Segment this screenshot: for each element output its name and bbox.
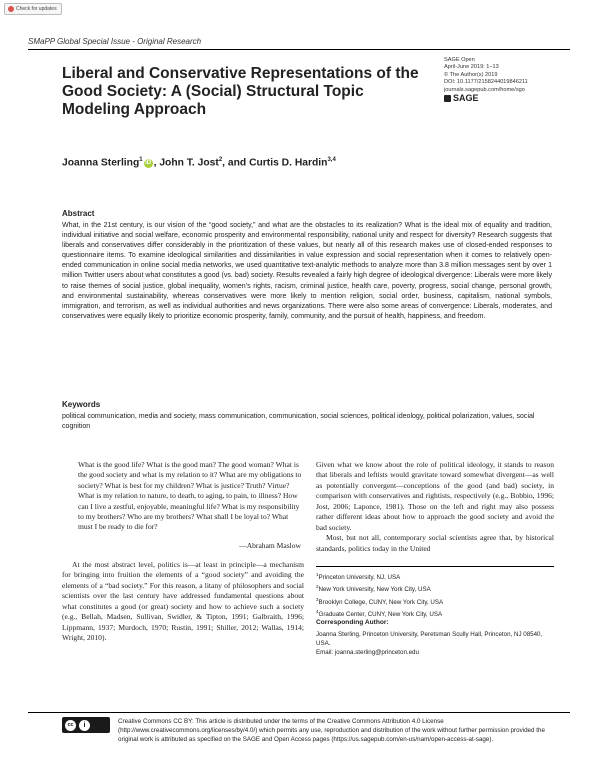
sage-logo-icon bbox=[444, 95, 451, 102]
abstract-heading: Abstract bbox=[62, 209, 95, 218]
author-list bbox=[62, 157, 336, 168]
body-column-right bbox=[316, 460, 554, 554]
affiliation-item bbox=[316, 570, 556, 582]
affiliation-item bbox=[316, 595, 556, 607]
check-updates-icon bbox=[8, 6, 14, 12]
affiliation-text: Graduate Center, CUNY, New York City, USA bbox=[318, 610, 443, 618]
affiliation-sup: 3 bbox=[316, 596, 319, 602]
footer-rule bbox=[28, 712, 570, 713]
check-updates-label: Check for updates bbox=[16, 6, 57, 12]
epigraph-quote: What is the good life? What is the good man? The good woman? What is the good society and what is my relation to it? What are my obligations to society? What is best for my children? What is justice? Truth? Virtue? What is my relation to nature, to death, to aging, to pain, to illness? How can I live a zestful, enjoyable, meaningful life? What is my responsibility to my brothers? Who are my brothers? What shall I be loyal to? What must I be ready to die for? bbox=[78, 460, 302, 532]
affiliation-sup: 2 bbox=[316, 584, 319, 590]
affiliation-text: New York University, New York City, USA bbox=[318, 586, 431, 594]
author-separator: , bbox=[222, 157, 228, 169]
body-paragraph: Most, but not all, contemporary social scientists agree that, by historical standards, politics today in the United bbox=[316, 533, 554, 553]
epigraph-attribution: —Abraham Maslow bbox=[239, 541, 301, 550]
journal-section-label: SMaPP Global Special Issue - Original Research bbox=[28, 37, 202, 46]
keywords-text: political communication, media and society, mass communication, communication, social sciences, political ideology, political polarization, values, social cognition bbox=[62, 413, 535, 431]
sidebar-url[interactable]: journals.sagepub.com/home/sgo bbox=[444, 86, 525, 93]
journal-info-sidebar bbox=[444, 57, 574, 102]
abstract-text: What, in the 21st century, is our vision of the “good society,” and what are the obstacles to its realization? What is the ideal mix of equality and tradition, individual initiative and social welfare, economic prosperity and environmental responsibility, national unity and respect for diversity? Research suggests that liberals and conservatives differ considerably in the prioritization of these values, but nearly all of this research makes use of closed-ended responses to questionnaire items. To examine ideological similarities and dissimilarities in value expression and social representation when it comes to relatively open-ended communication in online social media networks, we used quantitative text-analytic methods to analyze more than 3.8 million messages sent by over 1 million Twitter users about what constitutes a good (vs. bad) society. Results revealed a fairly high degree of ideological divergence: Liberals were more likely to raise themes of social justice, global inequality, women’s rights, racism, criminal justice, health care, poverty, progress, social change, personal growth, and environmental sustainability, whereas conservatives were more likely to mention religion, social order, business, capitalism, national symbols, immigration, and terrorism, as well as individual authorities and news organizations. There were also some areas of convergence: Liberals, moderates, and conservatives were equally likely to prioritize economic prosperity, family, community, and the pursuit of health, happiness, and freedom. bbox=[62, 222, 552, 320]
affiliation-rule bbox=[316, 566, 554, 567]
sidebar-issue: April-June 2019: 1–13 bbox=[444, 64, 499, 71]
cc-icon: cc bbox=[65, 720, 76, 731]
corresponding-email[interactable]: Email: joanna.sterling@princeton.edu bbox=[316, 648, 419, 656]
affiliation-item bbox=[316, 582, 556, 594]
sidebar-copyright: © The Author(s) 2019 bbox=[444, 71, 498, 78]
author-name: John T. Jost bbox=[159, 157, 219, 169]
check-for-updates-badge[interactable] bbox=[4, 3, 62, 15]
corresponding-address: Joanna Sterling, Princeton University, Peretsman Scully Hall, Princeton, NJ 08540, USA. bbox=[316, 631, 543, 647]
affiliation-sup: 4 bbox=[316, 608, 319, 614]
author-name: and Curtis D. Hardin bbox=[227, 157, 328, 169]
corresponding-author-heading: Corresponding Author: bbox=[316, 619, 389, 626]
orcid-icon[interactable]: iD bbox=[145, 160, 152, 167]
sidebar-doi[interactable]: DOI: 10.1177/2158244019846211 bbox=[444, 79, 528, 86]
attribution-icon: i bbox=[79, 720, 90, 731]
affiliation-item bbox=[316, 607, 556, 619]
body-paragraph-left: At the most abstract level, politics is—at least in principle—a mechanism for bringing into fruition the elements of a “good society” and avoiding the elements of a “bad society.” For this reason, a litany of philosophers and social scientists over the last century have addressed fundamental questions about what constitutes a good (or great) society and how to achieve such a society (e.g., Bellah, Madsen, Sullivan, Swidler, & Tipton, 1991; Galbraith, 1996; Lippmann, 1937; Murdoch, 1970; Rustin, 1991; Shiller, 2012; Wallas, 1914; Wright, 2010). bbox=[62, 560, 304, 643]
author-name: Joanna Sterling bbox=[62, 157, 140, 169]
sage-logo bbox=[444, 95, 574, 102]
author-affil-sup: 3,4 bbox=[327, 157, 336, 163]
article-title: Liberal and Conservative Representations of the Good Society: A (Social) Structural Topic Modeling Approach bbox=[62, 65, 419, 118]
keywords-heading: Keywords bbox=[62, 400, 101, 409]
author-affil-sup: 2 bbox=[218, 157, 223, 163]
author-affil-sup: 1 bbox=[139, 157, 143, 163]
sidebar-journal: SAGE Open bbox=[444, 57, 475, 63]
creative-commons-badge[interactable] bbox=[62, 717, 110, 733]
sage-logo-text: SAGE bbox=[453, 93, 479, 104]
affiliation-text: Princeton University, NJ, USA bbox=[318, 574, 401, 582]
affiliations-list bbox=[316, 570, 556, 619]
body-paragraph: Given what we know about the role of political ideology, it stands to reason that liberals and leftists would gravitate toward somewhat divergent—as well as potentially convergent—conceptions of the good (and bad) society, in comparison with conservatives and rightists, respectively (e.g., Bobbio, 1996; Jost, 2006; Laponce, 1981). Those on the left and right may also possess rather different ideas about how to approach the good society and avoid the bad society. bbox=[316, 460, 554, 532]
license-text: Creative Commons CC BY: This article is distributed under the terms of the Creative Commons Attribution 4.0 License (http://www.creativecommons.org/licenses/by/4.0/) which permits any use, reproduction and distribution of the work without further permission provided the original work is attributed as specified on the SAGE and Open Access pages (https://us.sagepub.com/en-us/nam/open-access-at-sage). bbox=[118, 718, 545, 744]
affiliation-sup: 1 bbox=[316, 572, 319, 577]
header-rule bbox=[28, 49, 570, 50]
corresponding-author-details bbox=[316, 631, 556, 657]
author-separator: , bbox=[153, 157, 160, 169]
affiliation-text: Brooklyn College, CUNY, New York City, USA bbox=[318, 598, 444, 606]
